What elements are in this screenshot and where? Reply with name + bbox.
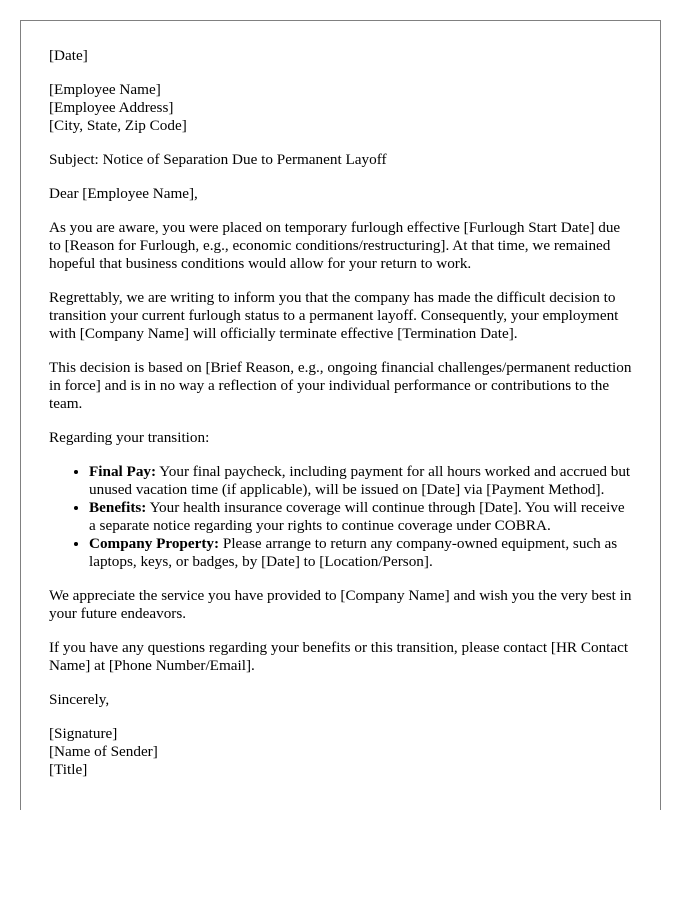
paragraph-contact: If you have any questions regarding your benefits or this transition, please contact [HR Contact Name] at [Phone Number/Email]. — [49, 639, 629, 674]
signature-block — [49, 725, 635, 779]
letter-signoff: Sincerely, — [49, 691, 110, 708]
recipient-address — [49, 81, 635, 135]
letter-date: [Date] — [49, 47, 88, 64]
sender-name: [Name of Sender] — [49, 743, 158, 760]
recipient-street: [Employee Address] — [49, 99, 174, 116]
paragraph-layoff: Regrettably, we are writing to inform you that the company has made the difficult decision to transition your current furlough status to a permanent layoff. Consequently, your employment with [Company Name] will officially terminate effective [Termination Date]. — [49, 289, 619, 342]
list-item-text: Please arrange to return any company-owned equipment, such as laptops, keys, or badges, by [Date] to [Location/Person]. — [89, 535, 618, 570]
letter-salutation: Dear [Employee Name], — [49, 185, 198, 202]
letter-page — [20, 20, 661, 810]
list-item-text: Your health insurance coverage will continue through [Date]. You will receive a separate notice regarding your rights to continue coverage under COBRA. — [89, 499, 625, 534]
transition-list — [49, 463, 635, 571]
recipient-name: [Employee Name] — [49, 81, 161, 98]
list-item-label: Final Pay: — [89, 463, 157, 480]
list-item-text: Your final paycheck, including payment for all hours worked and accrued but unused vacation time (if applicable), will be issued on [Date] via [Payment Method]. — [89, 463, 631, 498]
signature-line: [Signature] — [49, 725, 118, 742]
list-item-label: Company Property: — [89, 535, 220, 552]
recipient-city: [City, State, Zip Code] — [49, 117, 187, 134]
paragraph-reason: This decision is based on [Brief Reason, e.g., ongoing financial challenges/permanent reduction in force] and is in no way a reflection of your individual performance or contributions to the team. — [49, 359, 632, 412]
list-item — [89, 499, 635, 535]
paragraph-transition-intro: Regarding your transition: — [49, 429, 210, 446]
paragraph-appreciation: We appreciate the service you have provided to [Company Name] and wish you the very best in your future endeavors. — [49, 587, 632, 622]
list-item — [89, 463, 635, 499]
list-item — [89, 535, 635, 571]
sender-title: [Title] — [49, 761, 88, 778]
list-item-label: Benefits: — [89, 499, 147, 516]
letter-subject: Subject: Notice of Separation Due to Permanent Layoff — [49, 151, 387, 168]
paragraph-furlough: As you are aware, you were placed on temporary furlough effective [Furlough Start Date] due to [Reason for Furlough, e.g., economic conditions/restructuring]. At that time, we remained hopeful that business conditions would allow for your return to work. — [49, 219, 621, 272]
letter-body — [49, 47, 635, 795]
